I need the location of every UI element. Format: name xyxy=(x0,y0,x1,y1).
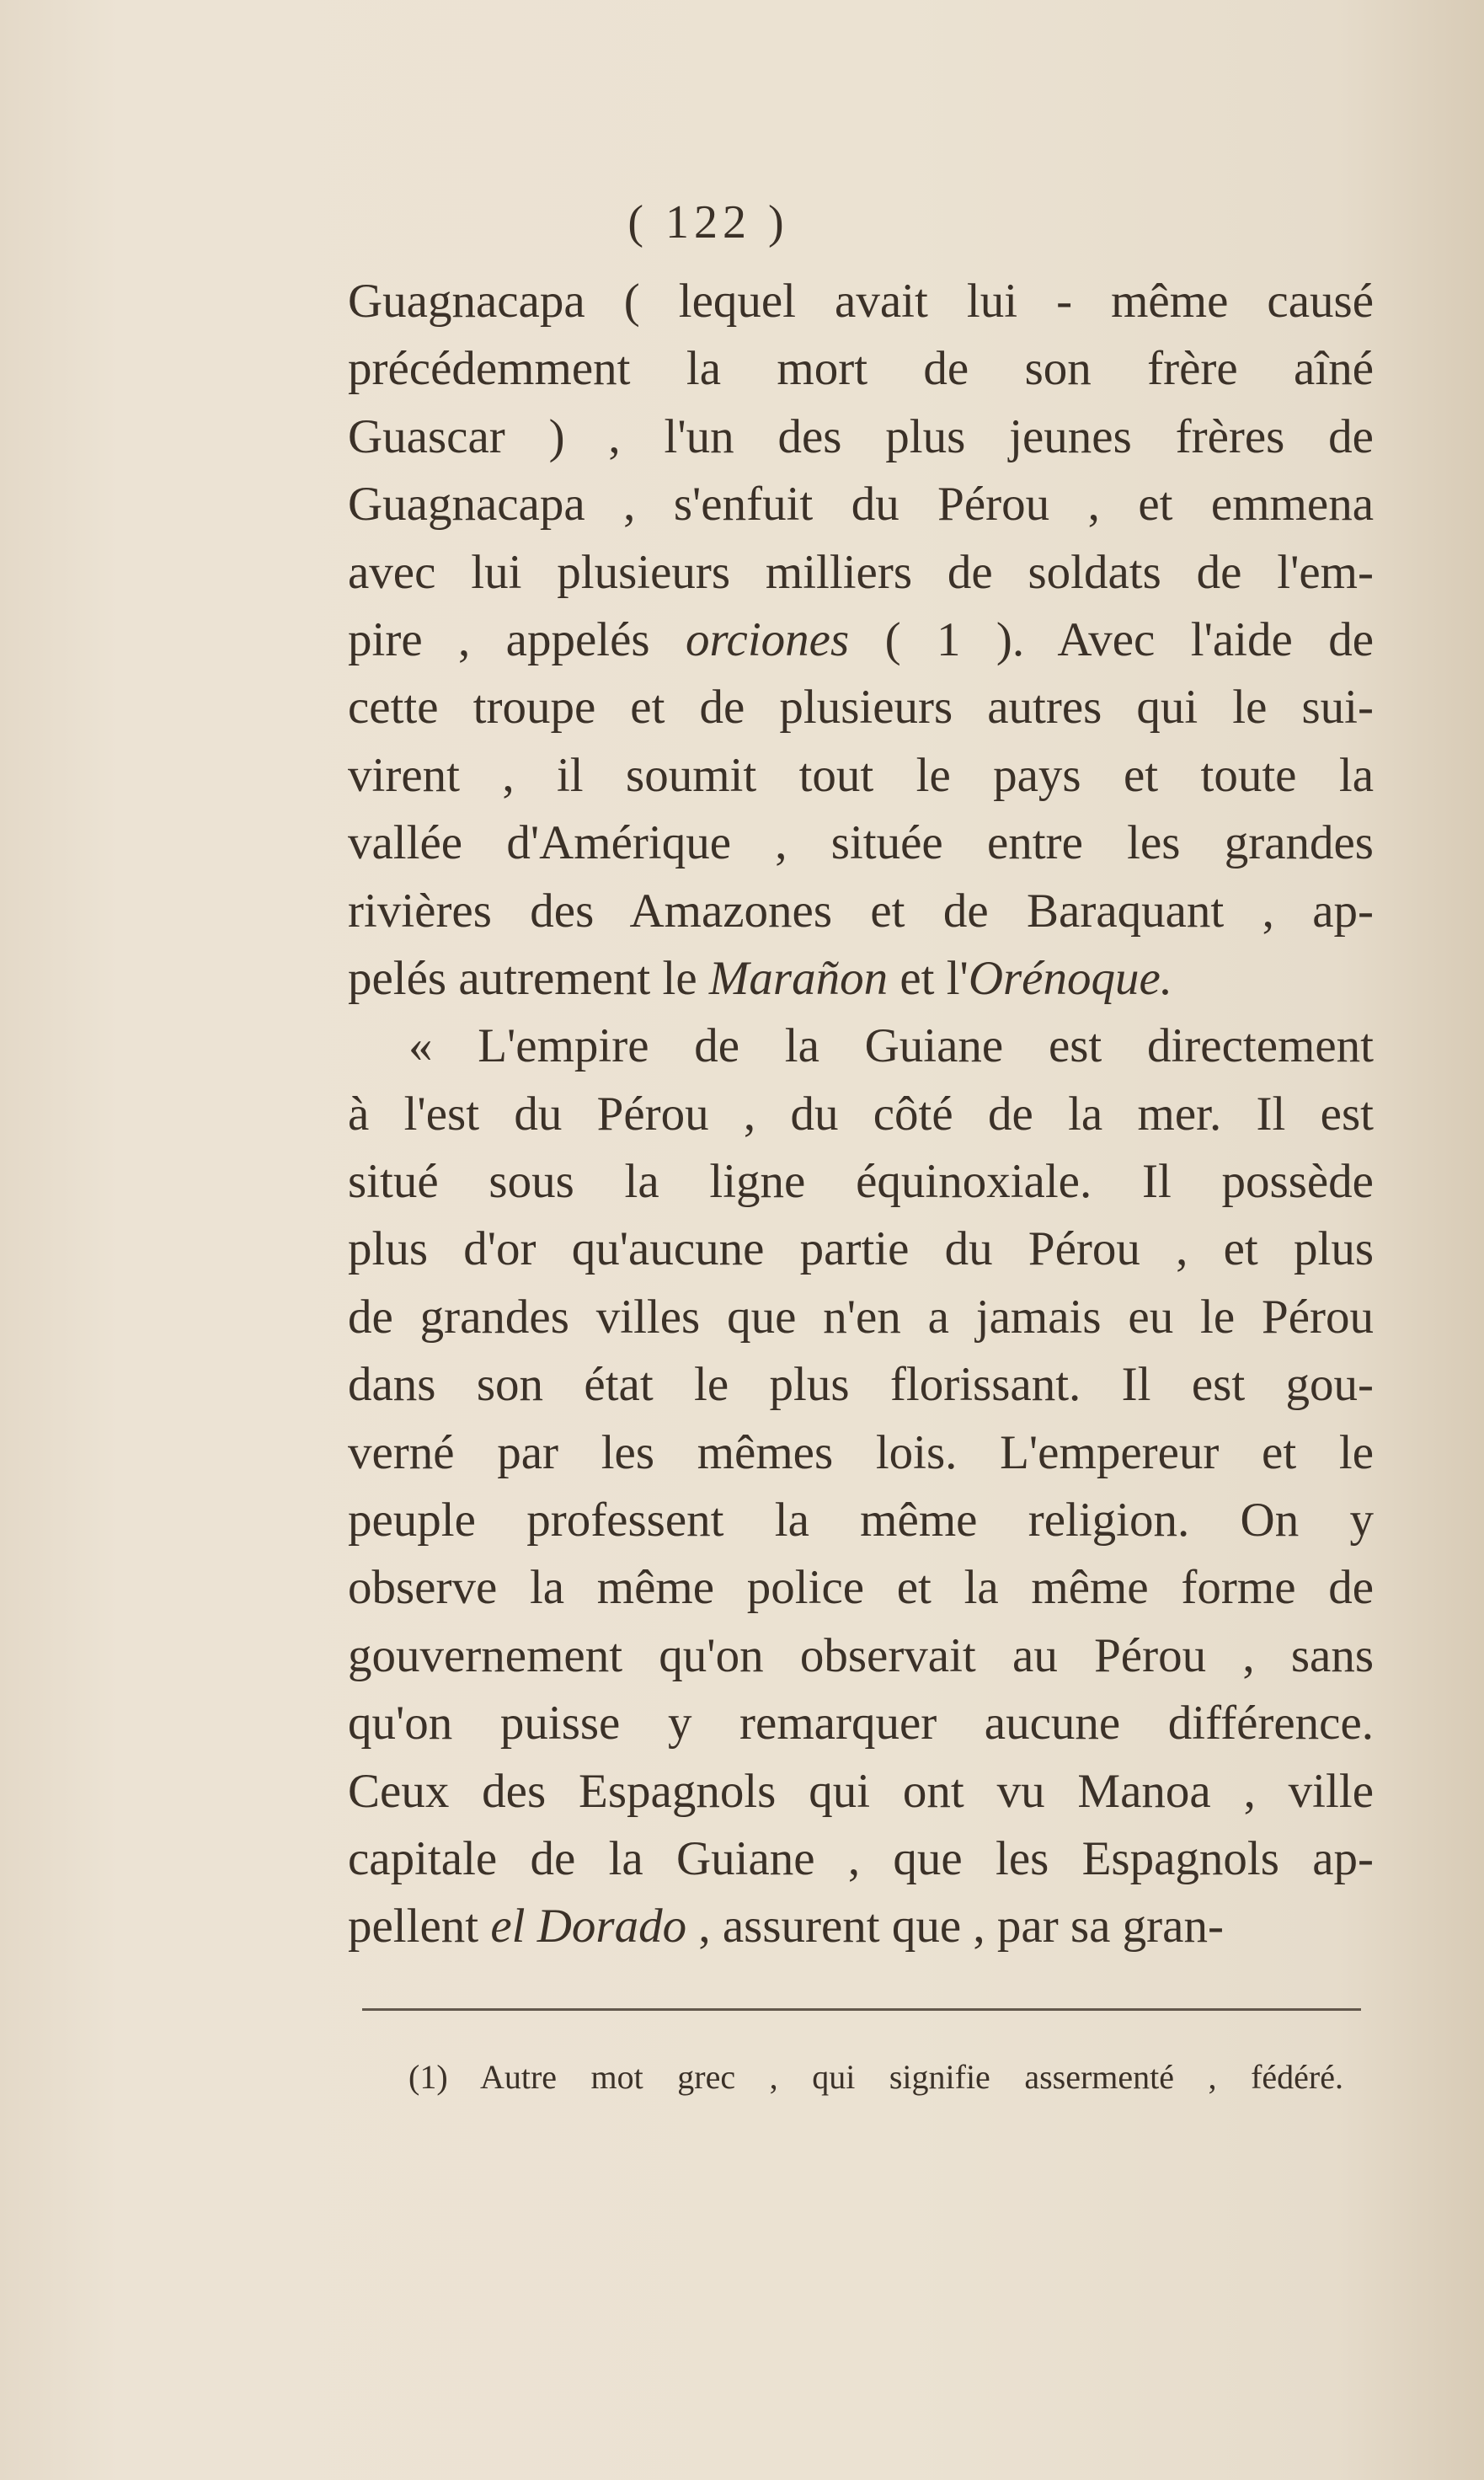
text-segment: , assurent que , par sa gran- xyxy=(686,1900,1224,1954)
text-segment: vallée d'Amérique , située entre les grandes xyxy=(348,816,1374,870)
text-line xyxy=(348,1081,1374,1148)
footnote: (1) Autre mot grec , qui signifie assermenté , fédéré. xyxy=(408,2058,1343,2096)
text-segment: peuple professent la même religion. On y xyxy=(348,1494,1374,1547)
text-segment: Guascar ) , l'un des plus jeunes frères de xyxy=(348,409,1374,463)
text-line xyxy=(348,335,1374,403)
text-segment: virent , il soumit tout le pays et toute la xyxy=(348,748,1374,802)
footnote-divider xyxy=(362,2008,1361,2011)
body-text xyxy=(348,268,1374,1961)
text-segment: de grandes villes que n'en a jamais eu le Pérou xyxy=(348,1290,1374,1344)
italic-text: Orénoque. xyxy=(968,951,1173,1005)
text-segment: capitale de la Guiane , que les Espagnols ap- xyxy=(348,1831,1374,1885)
text-segment: « L'empire de la Guiane est directement xyxy=(408,1019,1374,1073)
text-line xyxy=(348,878,1374,945)
text-segment: précédemment la mort de son frère aîné xyxy=(348,342,1374,396)
text-segment: Ceux des Espagnols qui ont vu Manoa , ville xyxy=(348,1764,1374,1818)
text-segment: et l' xyxy=(888,951,969,1005)
text-line xyxy=(348,1013,1374,1080)
text-line xyxy=(348,1216,1374,1283)
text-segment: pellent xyxy=(348,1900,491,1954)
text-line xyxy=(348,810,1374,877)
text-line xyxy=(348,1690,1374,1757)
text-line xyxy=(348,404,1374,471)
text-line xyxy=(348,674,1374,741)
text-segment: Guagnacapa , s'enfuit du Pérou , et emmena xyxy=(348,478,1374,532)
text-line xyxy=(348,1554,1374,1622)
text-line xyxy=(348,1419,1374,1487)
text-line xyxy=(348,1487,1374,1554)
text-line xyxy=(348,268,1374,335)
text-segment: rivières des Amazones et de Baraquant , ap- xyxy=(348,884,1374,938)
text-segment: verné par les mêmes lois. L'empereur et le xyxy=(348,1425,1374,1479)
text-segment: qu'on puisse y remarquer aucune différence. xyxy=(348,1697,1374,1750)
text-line xyxy=(348,1825,1374,1893)
text-line xyxy=(348,1622,1374,1690)
text-line xyxy=(348,1893,1374,1960)
text-segment: à l'est du Pérou , du côté de la mer. Il est xyxy=(348,1087,1374,1141)
text-line xyxy=(348,1284,1374,1351)
text-line xyxy=(348,471,1374,538)
text-segment: pire , appelés xyxy=(348,612,686,666)
italic-text: orciones xyxy=(685,612,850,666)
text-line xyxy=(348,945,1374,1013)
text-line xyxy=(348,1758,1374,1825)
italic-text: el Dorado xyxy=(490,1900,687,1954)
text-segment: avec lui plusieurs milliers de soldats de l'em- xyxy=(348,545,1374,599)
text-segment: pelés autrement le xyxy=(348,951,709,1005)
italic-text: Marañon xyxy=(708,951,889,1005)
text-segment: dans son état le plus florissant. Il est gou- xyxy=(348,1358,1374,1412)
text-line xyxy=(348,742,1374,810)
text-segment: cette troupe et de plusieurs autres qui le sui- xyxy=(348,681,1374,735)
page-number: ( 122 ) xyxy=(627,196,789,249)
text-segment: plus d'or qu'aucune partie du Pérou , et plus xyxy=(348,1222,1374,1276)
text-segment: gouvernement qu'on observait au Pérou , sans xyxy=(348,1628,1374,1682)
text-line xyxy=(348,607,1374,674)
text-line xyxy=(348,1351,1374,1419)
text-segment: ( 1 ). Avec l'aide de xyxy=(849,612,1374,666)
text-segment: observe la même police et la même forme de xyxy=(348,1561,1374,1615)
text-segment: Guagnacapa ( lequel avait lui - même causé xyxy=(348,275,1374,328)
text-line xyxy=(348,539,1374,607)
text-segment: situé sous la ligne équinoxiale. Il possède xyxy=(348,1155,1374,1209)
text-line xyxy=(348,1148,1374,1216)
